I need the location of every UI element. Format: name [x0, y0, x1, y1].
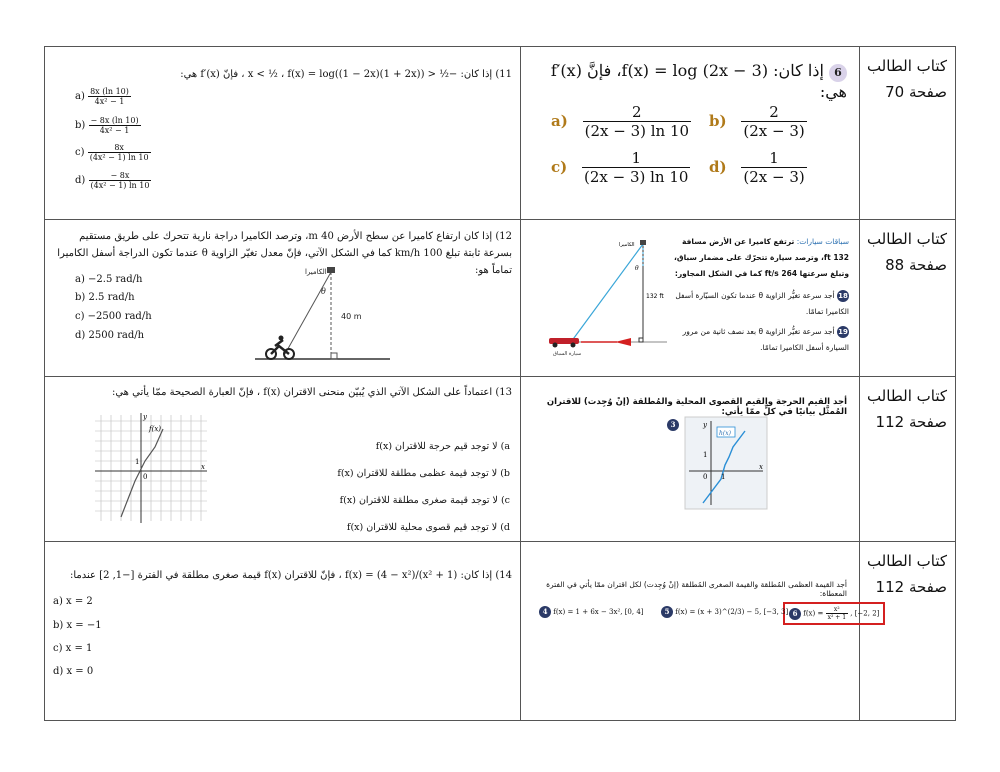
- book-item-5: [661, 606, 788, 618]
- option-d: [75, 171, 151, 190]
- book-reference: [860, 542, 956, 721]
- option-c: c) لا توجد قيمة صغرى مطلقة للاقتران f(x): [339, 495, 510, 506]
- question-text: 11) إذا كان: −½ < x < ½ ، f(x) = log((1 − 2x)(1 + 2x)) ، فإنّ f′(x) هي:: [180, 69, 512, 80]
- book-option-label: c): [551, 157, 568, 176]
- reference-book: كتاب الطالب: [866, 387, 947, 405]
- height-label: 40 m: [341, 312, 362, 321]
- book-item-18: [671, 288, 849, 320]
- reference-page: صفحة 70: [885, 83, 947, 101]
- book-cell: [521, 542, 880, 721]
- book-section-title: سباقات سيارات:: [796, 237, 849, 246]
- question-text: 13) اعتماداً على الشكل الآتي الذي يُبيّن منحنى الاقتران f(x) ، فإنّ العبارة الصحيحة ممّا يأتي هي:: [111, 387, 512, 398]
- theta-label: θ: [635, 265, 639, 272]
- origin-label: 0: [143, 473, 148, 481]
- book-option-c: [551, 149, 690, 186]
- fx-curve: [121, 429, 163, 517]
- book-option-numerator: 2: [741, 103, 806, 122]
- book-option-numerator: 1: [582, 149, 690, 168]
- option-d: d) 2500 rad/h: [75, 330, 145, 341]
- option-a: [75, 87, 131, 106]
- option-denominator: 4x² − 1: [94, 97, 125, 106]
- reference-page: صفحة 112: [875, 578, 947, 596]
- option-numerator: 8x: [88, 143, 151, 153]
- reference-page: صفحة 88: [885, 256, 947, 274]
- item6-denominator: x² + 1: [827, 614, 847, 621]
- book-item-text: f(x) = (x + 3)^(2/3) − 5, [−3, 3]: [675, 608, 789, 616]
- option-b: b) لا توجد قيمة عظمى مطلقة للاقتران f(x): [337, 468, 510, 479]
- race-car-icon: [549, 338, 579, 348]
- option-denominator: 4x² − 1: [99, 126, 130, 135]
- option-denominator: (4x² − 1) ln 10: [90, 181, 150, 190]
- item-number-badge: 6: [789, 608, 801, 620]
- option-label: d): [75, 175, 86, 186]
- option-b: b) 2.5 rad/h: [75, 292, 135, 303]
- book-problem-text: ترتفع كاميرا عن الأرض مسافة 132 ft، وترصد سيارة تتحرّك على مضمار سباق، وتبلغ سرعتها 264 ft/s كما في الشكل المجاور:: [674, 237, 849, 278]
- y-axis-label: y: [703, 421, 707, 429]
- question-cell: [45, 47, 521, 220]
- option-b: b) x = −1: [53, 620, 102, 631]
- book-question-text: إذا كان: f(x) = log (2x − 3)، فإنَّ f′(x) هي:: [550, 61, 847, 101]
- option-b: [75, 116, 141, 135]
- book-cell: [521, 47, 860, 220]
- book-reference: [860, 220, 956, 377]
- book-problem: [671, 234, 849, 356]
- camera-label: الكاميرا: [619, 242, 635, 248]
- book-option-numerator: 2: [583, 103, 691, 122]
- options-list: [260, 433, 510, 541]
- option-numerator: − 8x: [89, 171, 152, 181]
- curve-label: f(x): [149, 425, 162, 433]
- book-option-numerator: 1: [741, 149, 806, 168]
- item-number-badge: 18: [838, 292, 848, 300]
- book-question-text: أجد القيمة العظمى المُطلقة والقيمة الصغرى المُطلقة (إنْ وُجِدت) لكل اقتران ممّا يأتي في الفترة المعطاة:: [546, 580, 847, 598]
- theta-label: θ: [321, 287, 326, 296]
- option-a: a) −2.5 rad/h: [75, 274, 143, 285]
- camera-icon: [640, 240, 646, 245]
- motorcycle-camera-figure: [245, 264, 395, 364]
- book-reference: [860, 47, 956, 220]
- book-option-label: a): [551, 111, 568, 130]
- book-option-denominator: (2x − 3): [743, 122, 805, 140]
- comparison-table: [44, 46, 956, 721]
- book-cell: [521, 377, 860, 542]
- option-numerator: 8x (ln 10): [90, 87, 129, 96]
- table-row: [45, 542, 956, 721]
- option-numerator: − 8x (ln 10): [90, 116, 139, 125]
- book-item-19: [671, 324, 849, 356]
- book-option-denominator: (2x − 3) ln 10: [584, 168, 689, 186]
- item-number-badge: 19: [838, 328, 848, 336]
- reference-book: كتاب الطالب: [866, 57, 947, 75]
- table-row: [45, 47, 956, 220]
- book-question: [527, 61, 847, 101]
- book-question-text: أجد القيم الحرجة والقيم القصوى المحلية والمُطلقة (إنْ وُجِدت) للاقتران المُمثَّل بيانيًا في كلٍّ ممّا يأتي:: [546, 397, 847, 417]
- item6-prefix: f(x) =: [803, 609, 824, 618]
- item-number-badge: 4: [539, 606, 551, 618]
- option-c: c) −2500 rad/h: [75, 311, 152, 322]
- reference-book: كتاب الطالب: [866, 552, 947, 570]
- motorcycle-icon: [266, 336, 294, 360]
- camera-icon: [327, 267, 335, 273]
- option-c: c) x = 1: [53, 643, 93, 654]
- option-label: a): [75, 91, 85, 102]
- book-option-a: [551, 103, 691, 140]
- option-d: d) x = 0: [53, 666, 94, 677]
- book-option-d: [709, 149, 807, 186]
- option-a: a) لا توجد قيم حرجة للاقتران f(x): [375, 441, 510, 452]
- book-reference: [860, 377, 956, 542]
- x-axis-label: x: [759, 463, 763, 471]
- book-option-label: d): [709, 157, 727, 176]
- option-label: c): [75, 147, 85, 158]
- item6-interval: , [−2, 2]: [850, 609, 880, 618]
- item-number-badge: 3: [667, 419, 679, 431]
- question-cell: [45, 220, 521, 377]
- book-option-denominator: (2x − 3): [743, 168, 805, 186]
- book-item-text: f(x) = 1 + 6x − 3x², [0, 4]: [553, 608, 644, 616]
- item6-numerator: x²: [826, 606, 848, 614]
- item-number-badge: 5: [661, 606, 673, 618]
- book-item-text: أجد سرعة تغيُّر الزاوية θ عندما تكون السيّارة أسفل الكاميرا تمامًا.: [675, 291, 849, 316]
- book-option-denominator: (2x − 3) ln 10: [584, 122, 690, 140]
- reference-book: كتاب الطالب: [866, 230, 947, 248]
- option-d: d) لا توجد قيم قصوى محلية للاقتران f(x): [346, 522, 510, 533]
- y-axis-label: y: [143, 413, 147, 421]
- fx-graph: [93, 409, 211, 527]
- x-axis-label: x: [201, 463, 205, 471]
- tick-label: 1: [135, 458, 140, 466]
- table-row: [45, 220, 956, 377]
- option-label: b): [75, 120, 86, 131]
- question-cell: [45, 377, 521, 542]
- table-row: [45, 377, 956, 542]
- reference-page: صفحة 112: [875, 413, 947, 431]
- question-text: 12) إذا كان ارتفاع كاميرا عن سطح الأرض 40 m، وترصد الكاميرا دراجة نارية تتحرك على طريق مستقيم بسرعة ثابتة تبلغ 100 km/h كما في الشكل الآتي، فإنّ معدل تغيّر الزاوية θ عندما تكون الدراجة أسفل الكاميرا تماماً هو:: [57, 231, 512, 276]
- option-denominator: (4x² − 1) ln 10: [89, 153, 149, 162]
- race-car-camera-figure: [547, 238, 667, 358]
- option-a: a) x = 2: [53, 596, 93, 607]
- question-cell: [45, 542, 521, 721]
- height-label: 132 ft: [646, 293, 664, 300]
- camera-label: الكاميرا: [305, 268, 327, 276]
- car-label: سيارة السباق: [553, 351, 582, 357]
- book-item-4: [539, 606, 644, 618]
- book-item-text: أجد سرعة تغيُّر الزاوية θ بعد نصف ثانية من مرور السيارة أسفل الكاميرا تمامًا.: [682, 327, 849, 352]
- book-option-b: [709, 103, 807, 140]
- x-tick-label: 1: [721, 473, 726, 481]
- book-option-label: b): [709, 111, 727, 130]
- curve-label: h(x): [719, 430, 731, 437]
- option-c: [75, 143, 151, 162]
- question-text: 14) إذا كان: f(x) = (4 − x²)/(x² + 1) ، فإنّ للاقتران f(x) قيمة صغرى مطلقة في الفترة [−1, 2] عندما:: [69, 570, 512, 581]
- question-number-badge: 6: [829, 64, 847, 82]
- y-tick-label: 1: [703, 451, 708, 459]
- hx-graph: [685, 417, 767, 509]
- origin-label: 0: [703, 473, 708, 481]
- book-cell: [521, 220, 860, 377]
